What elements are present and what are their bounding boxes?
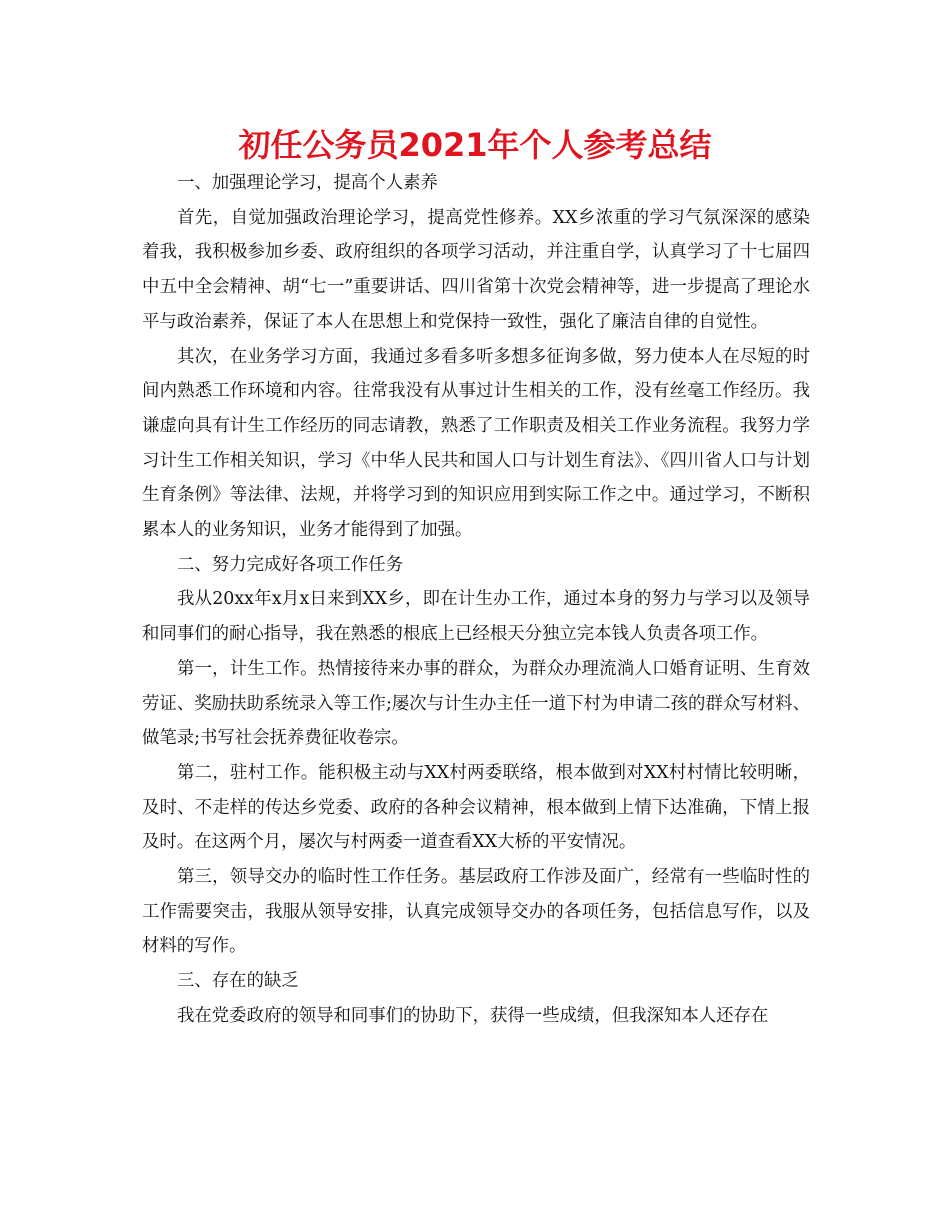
paragraph: 第二，驻村工作。能积极主动与XX村两委联络，根本做到对XX村村情比较明晰，及时、不走样的传达乡党委、政府的各种会议精神，根本做到上情下达准确，下情上报及时。在这两个月，屡次与村两委一道查看XX大桥的平安情况。: [142, 762, 810, 853]
paragraph: 第一，计生工作。热情接待来办事的群众，为群众办理流淌人口婚育证明、生育效劳证、奖励扶助系统录入等工作;屡次与计生办主任一道下村为申请二孩的群众写材料、做笔录;书写社会抚养费征收卷宗。: [142, 658, 810, 749]
document-title: 初任公务员2021年个人参考总结: [238, 126, 712, 164]
paragraph: 第三，领导交办的临时性工作任务。基层政府工作涉及面广，经常有一些临时性的工作需要突击，我服从领导安排，认真完成领导交办的各项任务，包括信息写作，以及材料的写作。: [142, 867, 810, 957]
section-heading-1: 一、加强理论学习，提高个人素养: [177, 173, 438, 193]
document-body: [142, 166, 810, 1034]
section-heading-2: 二、努力完成好各项工作任务: [177, 554, 404, 575]
paragraph: 其次，在业务学习方面，我通过多看多听多想多征询多做，努力使本人在尽短的时间内熟悉工作环境和内容。往常我没有从事过计生相关的工作，没有丝毫工作经历。我谦虚向具有计生工作经历的同志请教，熟悉了工作职责及相关工作业务流程。我努力学习计生工作相关知识，学习《中华人民共和国人口与计划生育法》、《四川省人口与计划生育条例》等法律、法规，并将学习到的知识应用到实际工作之中。通过学习，不断积累本人的业务知识，业务才能得到了加强。: [142, 346, 810, 541]
paragraph: 首先，自觉加强政治理论学习，提高党性修养。XX乡浓重的学习气氛深深的感染着我，我积极参加乡委、政府组织的各项学习活动，并注重自学，认真学习了十七届四中五中全会精神、胡“七一”重要讲话、四川省第十次党会精神等，进一步提高了理论水平与政治素养，保证了本人在思想上和党保持一致性，强化了廉洁自律的自觉性。: [142, 207, 810, 332]
paragraph: 我从20xx年x月x日来到XX乡，即在计生办工作，通过本身的努力与学习以及领导和同事们的耐心指导，我在熟悉的根底上已经根天分独立完本钱人负责各项工作。: [142, 589, 810, 645]
paragraph: 我在党委政府的领导和同事们的协助下，获得一些成绩，但我深知本人还存在: [177, 1005, 769, 1026]
section-heading-3: 三、存在的缺乏: [177, 971, 299, 992]
